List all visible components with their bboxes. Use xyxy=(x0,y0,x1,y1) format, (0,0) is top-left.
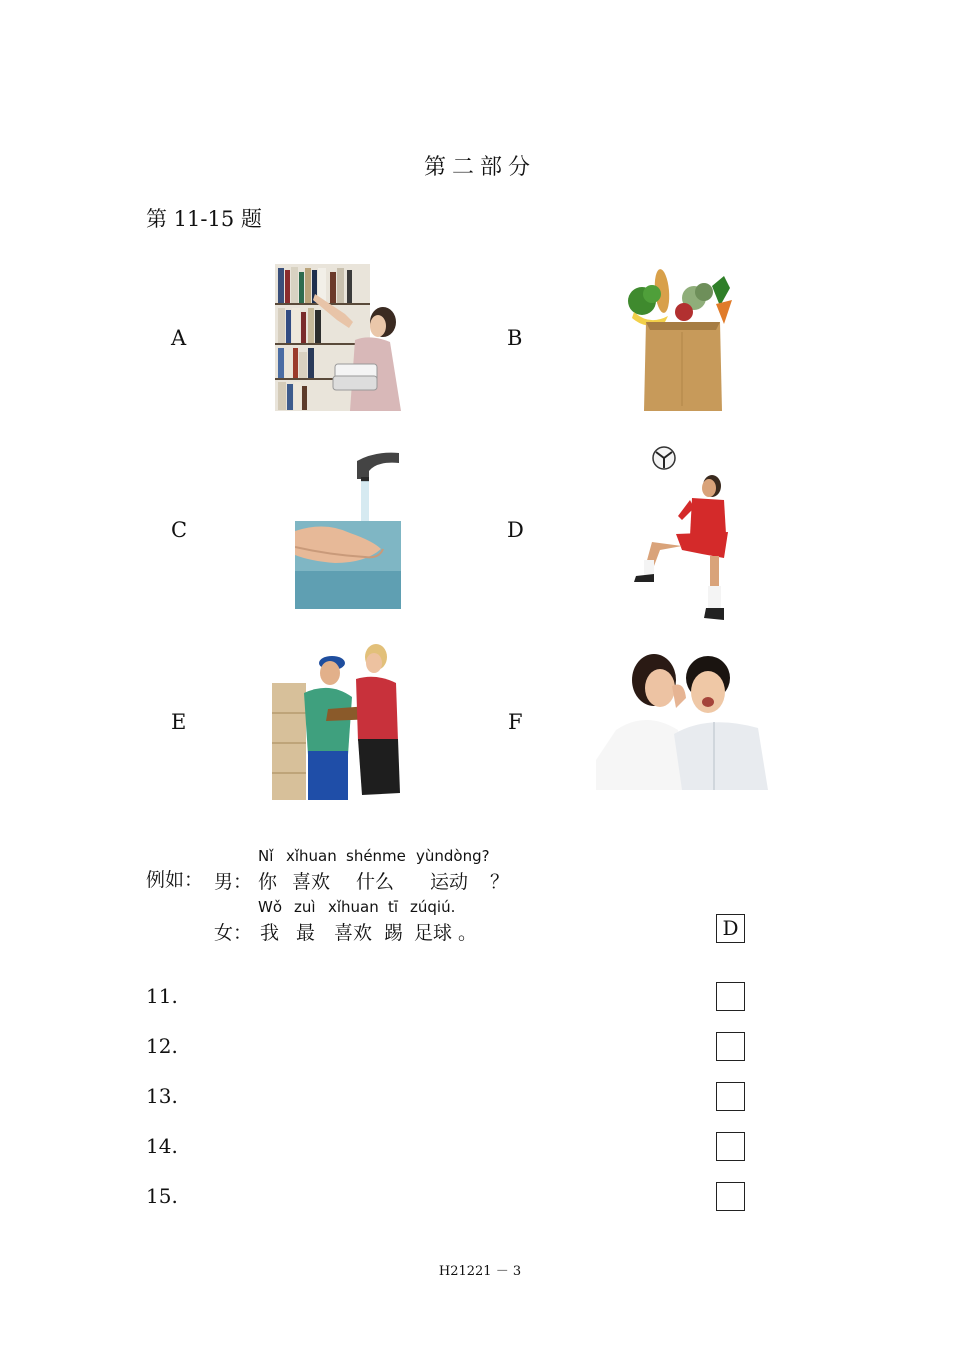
hanzi-word: 你 xyxy=(258,871,278,893)
page-footer: H21221 － 3 xyxy=(438,1264,522,1279)
speaker-female: 女： xyxy=(214,922,253,944)
pinyin-word: yùndòng? xyxy=(416,847,490,865)
example-label: 例如： xyxy=(146,869,204,891)
hanzi-word: 运动 xyxy=(430,871,469,893)
hanzi-word: 最 xyxy=(296,922,316,944)
pinyin-word: xǐhuan xyxy=(286,847,337,865)
section-title: 第二部分 xyxy=(423,155,536,180)
pinyin-word: zuì xyxy=(294,898,316,916)
picture-a-bookshelf xyxy=(275,264,405,411)
pinyin-word: Wǒ xyxy=(258,898,283,916)
question-number: 11. xyxy=(146,984,178,1008)
option-letter-e: E xyxy=(171,710,187,734)
pinyin-word: Nǐ xyxy=(258,847,274,865)
question-number: 15. xyxy=(146,1184,178,1208)
answer-box-13[interactable] xyxy=(716,1082,745,1111)
option-letter-f: F xyxy=(508,710,523,734)
picture-c-washing-hands xyxy=(295,451,401,609)
hanzi-word: 喜欢 xyxy=(334,922,373,944)
option-letter-d: D xyxy=(507,518,524,542)
answer-box-15[interactable] xyxy=(716,1182,745,1211)
pinyin-word: tī xyxy=(388,898,399,916)
example-answer-box: D xyxy=(716,914,745,943)
hanzi-word: 什么 xyxy=(356,871,395,893)
pinyin-word: shénme xyxy=(346,847,406,865)
hanzi-punct: 。 xyxy=(458,922,478,944)
picture-f-whisper xyxy=(596,650,768,790)
hanzi-punct: ？ xyxy=(490,871,510,893)
picture-d-soccer-girl xyxy=(632,446,732,624)
picture-e-delivery xyxy=(272,643,410,800)
picture-b-grocery-bag xyxy=(624,266,740,411)
hanzi-word: 踢 xyxy=(384,922,404,944)
question-number: 13. xyxy=(146,1084,178,1108)
hanzi-word: 足球 xyxy=(414,922,453,944)
option-letter-c: C xyxy=(171,518,188,542)
question-number: 12. xyxy=(146,1034,178,1058)
answer-box-14[interactable] xyxy=(716,1132,745,1161)
question-range: 第 11-15 题 xyxy=(146,207,262,231)
hanzi-word: 喜欢 xyxy=(292,871,331,893)
pinyin-word: zúqiú. xyxy=(410,898,456,916)
speaker-male: 男： xyxy=(214,871,253,893)
option-letter-b: B xyxy=(507,326,523,350)
pinyin-word: xǐhuan xyxy=(328,898,379,916)
option-letter-a: A xyxy=(171,326,187,350)
hanzi-word: 我 xyxy=(260,922,280,944)
answer-box-11[interactable] xyxy=(716,982,745,1011)
answer-box-12[interactable] xyxy=(716,1032,745,1061)
question-number: 14. xyxy=(146,1134,178,1158)
